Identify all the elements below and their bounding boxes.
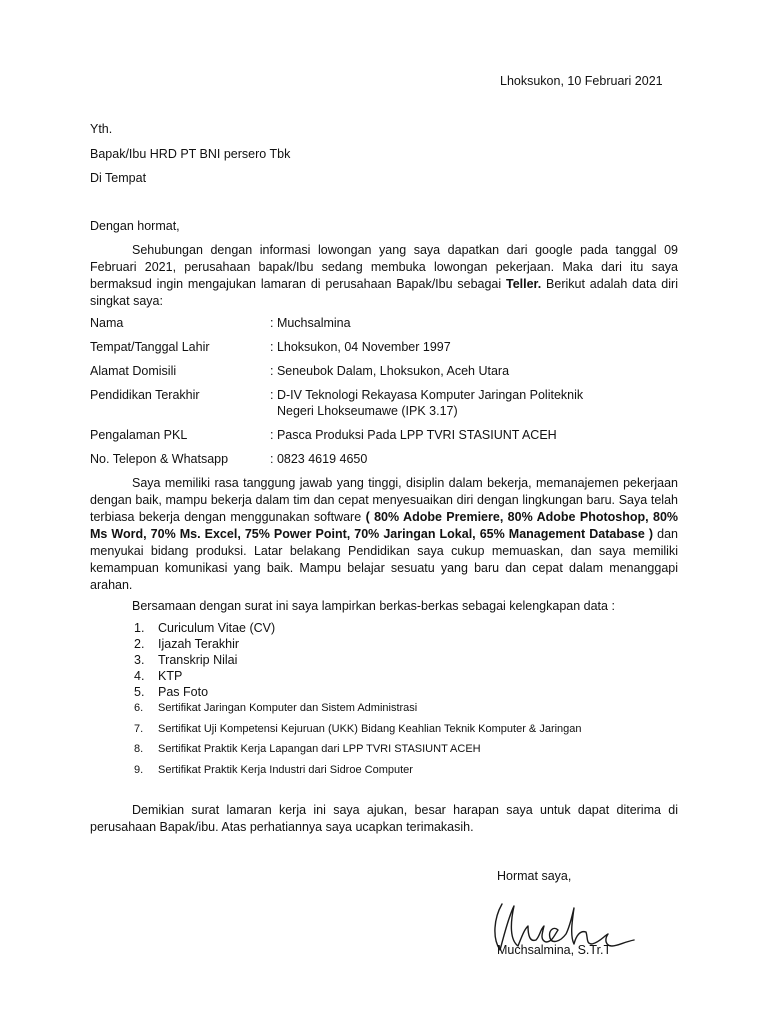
list-item-number: 8. [134, 743, 144, 755]
list-item [90, 762, 690, 783]
applied-position: Teller. [506, 277, 542, 291]
intro-text: Sehubungan dengan informasi lowongan yang saya dapatkan dari google pada tanggal 09 Februari 2021, perusahaan bapak/Ibu sedang membuka lowongan pekerjaan. Maka dari itu saya bermaksud ingin mengajukan lamaran di perusahaan Bapak/Ibu sebagai [90, 243, 678, 291]
skills-text: Saya memiliki rasa tanggung jawab yang tinggi, disiplin dalam bekerja, memanajemen pekerjaan dengan baik, mampu bekerja dalam tim dan cepat menyesuaikan diri dengan lingkungan baru. Saya telah terbiasa bekerja dengan menggunakan software [90, 476, 678, 524]
salutation: Dengan hormat, [90, 219, 180, 233]
skills-paragraph [90, 475, 678, 594]
personal-value-phone: : 0823 4619 4650 [270, 452, 368, 466]
personal-label-name: Nama [90, 316, 124, 330]
recipient-line-1: Yth. [90, 122, 113, 136]
list-item-text: Sertifikat Praktik Kerja Industri dari Sidroe Computer [158, 763, 413, 776]
list-item [90, 652, 690, 668]
list-item-number: 5. [134, 685, 145, 699]
list-item-text: Sertifikat Jaringan Komputer dan Sistem Administrasi [158, 702, 418, 714]
personal-value-address: : Seneubok Dalam, Lhoksukon, Aceh Utara [270, 364, 510, 378]
list-item-number: 4. [134, 669, 145, 683]
recipient-line-3: Di Tempat [90, 171, 147, 185]
list-item-text: Sertifikat Praktik Kerja Lapangan dari LPP TVRI STASIUNT ACEH [158, 743, 481, 755]
closing-paragraph [90, 802, 678, 836]
personal-label-address: Alamat Domisili [90, 364, 177, 378]
personal-value-internship: : Pasca Produksi Pada LPP TVRI STASIUNT ACEH [270, 428, 557, 442]
closing-text: Demikian surat lamaran kerja ini saya ajukan, besar harapan saya untuk dapat diterima di perusahaan Bapak/ibu. Atas perhatiannya saya ucapkan terimakasih. [90, 803, 678, 834]
personal-value-birth: : Lhoksukon, 04 November 1997 [270, 340, 451, 354]
intro-paragraph [90, 242, 678, 310]
list-item-text: Pas Foto [158, 685, 209, 699]
list-item-number: 3. [134, 653, 145, 667]
personal-label-education: Pendidikan Terakhir [90, 388, 200, 402]
list-item-number: 1. [134, 621, 145, 635]
attachments-intro: Bersamaan dengan surat ini saya lampirkan berkas-berkas sebagai kelengkapan data : [132, 599, 615, 613]
personal-value-education: : D-IV Teknologi Rekayasa Komputer Jaringan Politeknik [270, 388, 584, 402]
attachments-list [90, 620, 690, 782]
list-item [90, 700, 690, 721]
list-item-number: 7. [134, 722, 144, 735]
list-item [90, 684, 690, 700]
recipient-line-2: Bapak/Ibu HRD PT BNI persero Tbk [90, 147, 291, 161]
list-item-number: 9. [134, 763, 144, 776]
list-item-text: Sertifikat Uji Kompetensi Kejuruan (UKK) Bidang Keahlian Teknik Komputer & Jaringan [158, 722, 582, 735]
list-item [90, 668, 690, 684]
list-item-text: Ijazah Terakhir [158, 637, 240, 651]
personal-value-education-cont: Negeri Lhokseumawe (IPK 3.17) [277, 404, 458, 418]
list-item [90, 636, 690, 652]
personal-label-birth: Tempat/Tanggal Lahir [90, 340, 210, 354]
software-skills: ( 80% Adobe Premiere, 80% Adobe Photoshop, 80% Ms Word, 70% Ms. Excel, 75% Power Point, 70% Jaringan Lokal, 65% Management Database ) [90, 510, 679, 541]
signer-name: Muchsalmina, S.Tr.T [497, 943, 612, 957]
personal-value-name: : Muchsalmina [270, 316, 351, 330]
skills-text-end: dan menyukai bidang produksi. Latar belakang Pendidikan saya cukup memuaskan, dan saya memiliki kemampuan komunikasi yang baik. Mampu belajar sesuatu yang baru dan cepat dalam menanggapi arahan. [90, 527, 678, 592]
list-item-number: 6. [134, 702, 144, 714]
list-item-text: Curiculum Vitae (CV) [158, 621, 276, 635]
list-item [90, 741, 690, 762]
signoff: Hormat saya, [497, 869, 572, 883]
list-item-text: KTP [158, 669, 183, 683]
letter-date: Lhoksukon, 10 Februari 2021 [500, 74, 663, 88]
personal-label-internship: Pengalaman PKL [90, 428, 188, 442]
list-item [90, 620, 690, 636]
list-item-number: 2. [134, 637, 145, 651]
personal-label-phone: No. Telepon & Whatsapp [90, 452, 229, 466]
list-item-text: Transkrip Nilai [158, 653, 238, 667]
list-item [90, 721, 690, 742]
intro-text-end: Berikut adalah data diri singkat saya: [90, 277, 678, 308]
